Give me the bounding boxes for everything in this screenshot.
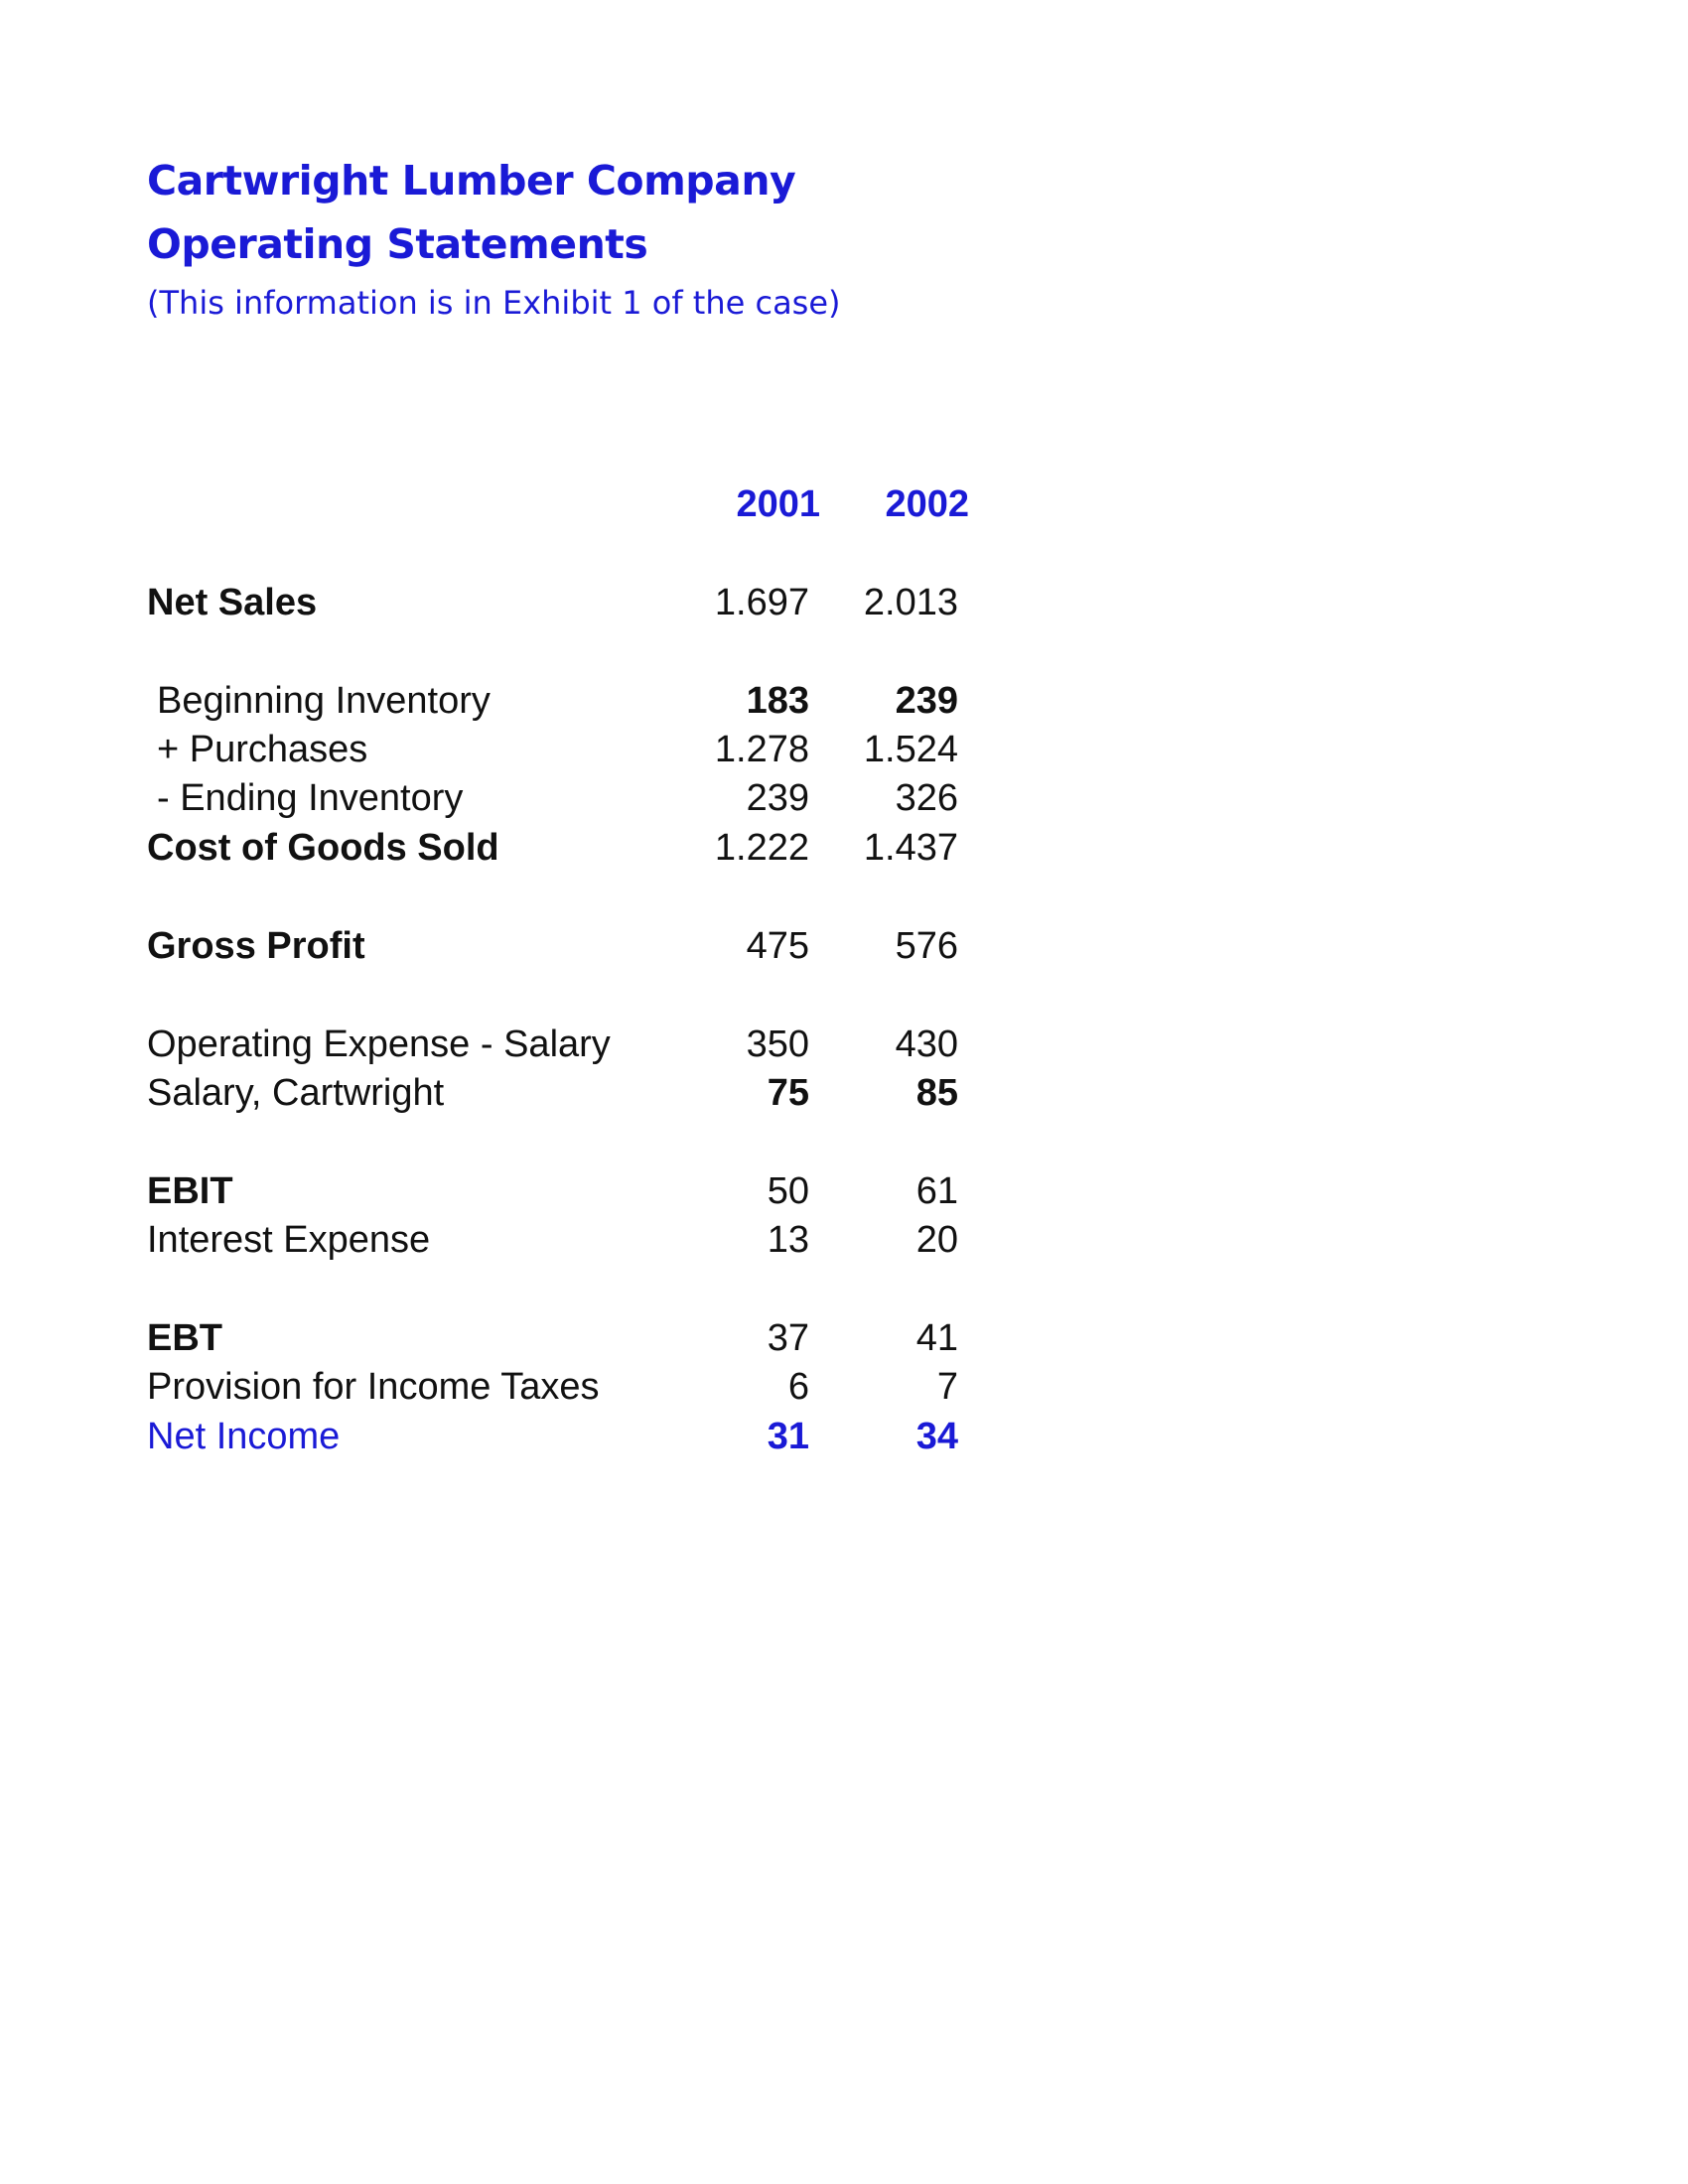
value-2001: 31 (767, 1416, 809, 1457)
row-cost-of-goods-sold (0, 827, 1688, 877)
value-2002: 239 (895, 680, 958, 722)
exhibit-note: (This information is in Exhibit 1 of the case) (147, 284, 841, 322)
row-label: Cost of Goods Sold (147, 827, 499, 869)
row-net-sales (0, 582, 1688, 631)
column-header-2001: 2001 (736, 483, 820, 525)
company-title: Cartwright Lumber Company (147, 157, 796, 205)
row-label: + Purchases (157, 729, 368, 770)
value-2002: 1.524 (863, 729, 958, 770)
value-2002: 34 (915, 1416, 958, 1457)
row-provision-income-taxes (0, 1366, 1688, 1416)
column-header-2002: 2002 (885, 483, 969, 525)
value-2001: 1.222 (714, 827, 809, 869)
row-label: Beginning Inventory (157, 680, 491, 722)
value-2001: 37 (767, 1317, 809, 1359)
row-label: - Ending Inventory (157, 777, 464, 819)
row-label: Operating Expense - Salary (147, 1024, 611, 1065)
value-2002: 326 (895, 777, 958, 819)
value-2002: 1.437 (863, 827, 958, 869)
row-label: EBT (147, 1317, 222, 1359)
row-ending-inventory (0, 777, 1688, 827)
value-2002: 85 (915, 1072, 958, 1114)
value-2002: 61 (915, 1170, 958, 1212)
value-2001: 75 (767, 1072, 809, 1114)
row-label: Provision for Income Taxes (147, 1366, 600, 1408)
row-label: Salary, Cartwright (147, 1072, 445, 1114)
value-2001: 183 (746, 680, 809, 722)
row-operating-expense-salary (0, 1024, 1688, 1073)
row-gross-profit (0, 925, 1688, 975)
value-2001: 475 (746, 925, 809, 967)
row-label: Gross Profit (147, 925, 365, 967)
row-ebt (0, 1317, 1688, 1367)
value-2001: 239 (746, 777, 809, 819)
row-ebit (0, 1170, 1688, 1220)
value-2002: 2.013 (863, 582, 958, 623)
statement-title: Operating Statements (147, 220, 648, 268)
value-2002: 430 (895, 1024, 958, 1065)
row-purchases (0, 729, 1688, 778)
row-net-income (0, 1416, 1688, 1465)
row-label: Net Sales (147, 582, 318, 623)
value-2001: 50 (767, 1170, 809, 1212)
row-beginning-inventory (0, 680, 1688, 730)
value-2001: 13 (767, 1219, 809, 1261)
value-2001: 6 (787, 1366, 809, 1408)
value-2001: 1.278 (714, 729, 809, 770)
row-label: Net Income (147, 1416, 341, 1457)
value-2002: 576 (895, 925, 958, 967)
row-interest-expense (0, 1219, 1688, 1269)
row-label: EBIT (147, 1170, 233, 1212)
row-salary-cartwright (0, 1072, 1688, 1122)
value-2002: 41 (915, 1317, 958, 1359)
value-2001: 1.697 (714, 582, 809, 623)
value-2002: 7 (936, 1366, 958, 1408)
value-2001: 350 (746, 1024, 809, 1065)
value-2002: 20 (915, 1219, 958, 1261)
row-label: Interest Expense (147, 1219, 431, 1261)
